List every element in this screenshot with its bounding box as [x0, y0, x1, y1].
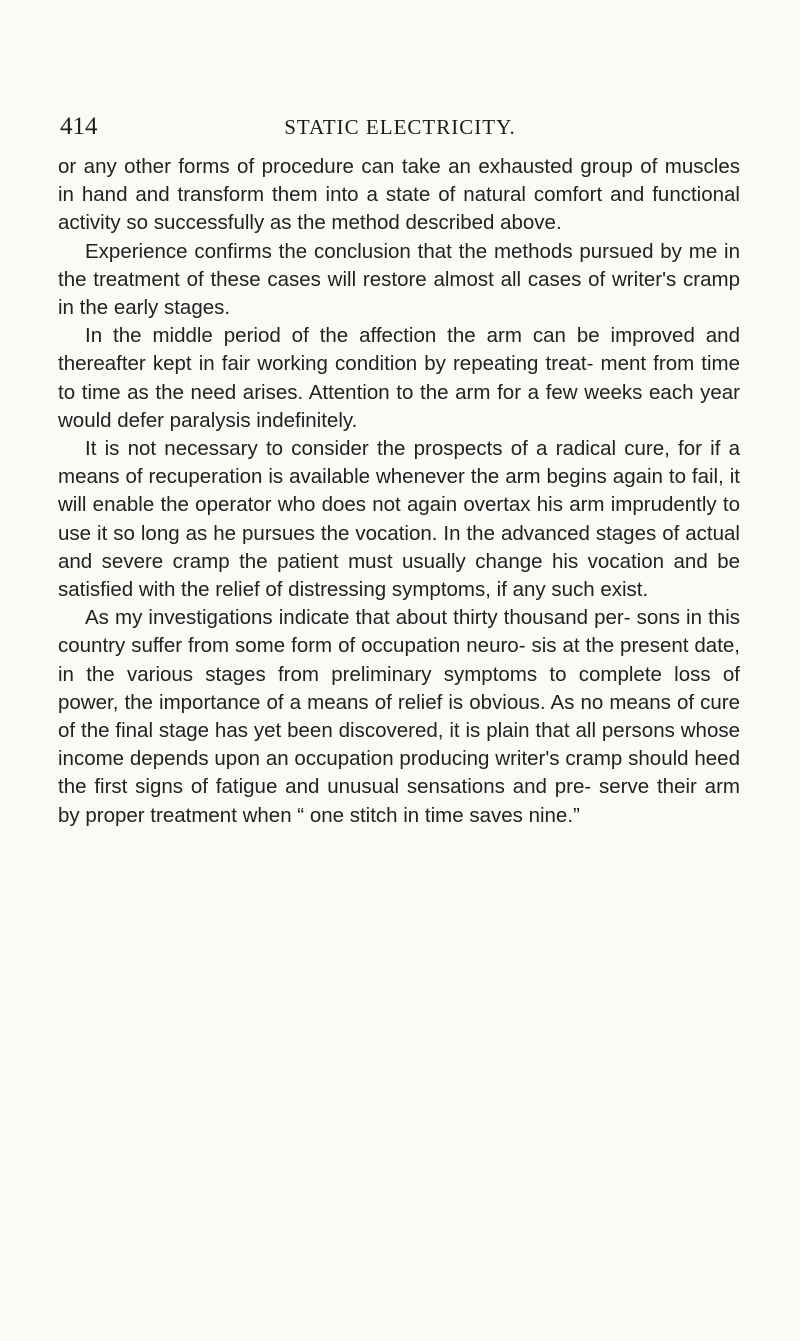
page-number: 414 [60, 113, 98, 140]
running-title: STATIC ELECTRICITY. [284, 115, 516, 139]
body-text [58, 153, 740, 830]
paragraph-middle-period: In the middle period of the affection the arm can be improved and thereafter kept in fair working condition by repeating treat- ment from time to time as the need arises. Attention to the arm for a few weeks each year would defer paralysis indefinitely. [58, 324, 740, 432]
running-head [60, 112, 740, 142]
paragraph-continuation: or any other forms of procedure can take an exhausted group of muscles in hand and transform them into a state of natural comfort and functional activity so successfully as the method described above. [58, 155, 740, 235]
paragraph-experience: Experience confirms the conclusion that the methods pursued by me in the treatment of these cases will restore almost all cases of writer's cramp in the early stages. [58, 239, 740, 320]
paragraph-radical-cure: It is not necessary to consider the prospects of a radical cure, for if a means of recuperation is available whenever the arm begins again to fail, it will enable the operator who does not again overtax his arm imprudently to use it so long as he pursues the vocation. In the advanced stages of actual and severe cramp the patient must usually change his vocation and be satisfied with the relief of distressing symptoms, if any such exist. [58, 437, 740, 602]
paragraph-investigations: As my investigations indicate that about thirty thousand per- sons in this country suffer from some form of occupation neuro- sis at the present date, in the various stages from preliminary symptoms to complete loss of power, the importance of a means of relief is obvious. As no means of cure of the final stage has yet been discovered, it is plain that all persons whose income depends upon an occupation producing writer's cramp should heed the first signs of fatigue and unusual sensations and pre- serve their arm by proper treatment when “ one stitch in time saves nine.” [58, 606, 740, 827]
